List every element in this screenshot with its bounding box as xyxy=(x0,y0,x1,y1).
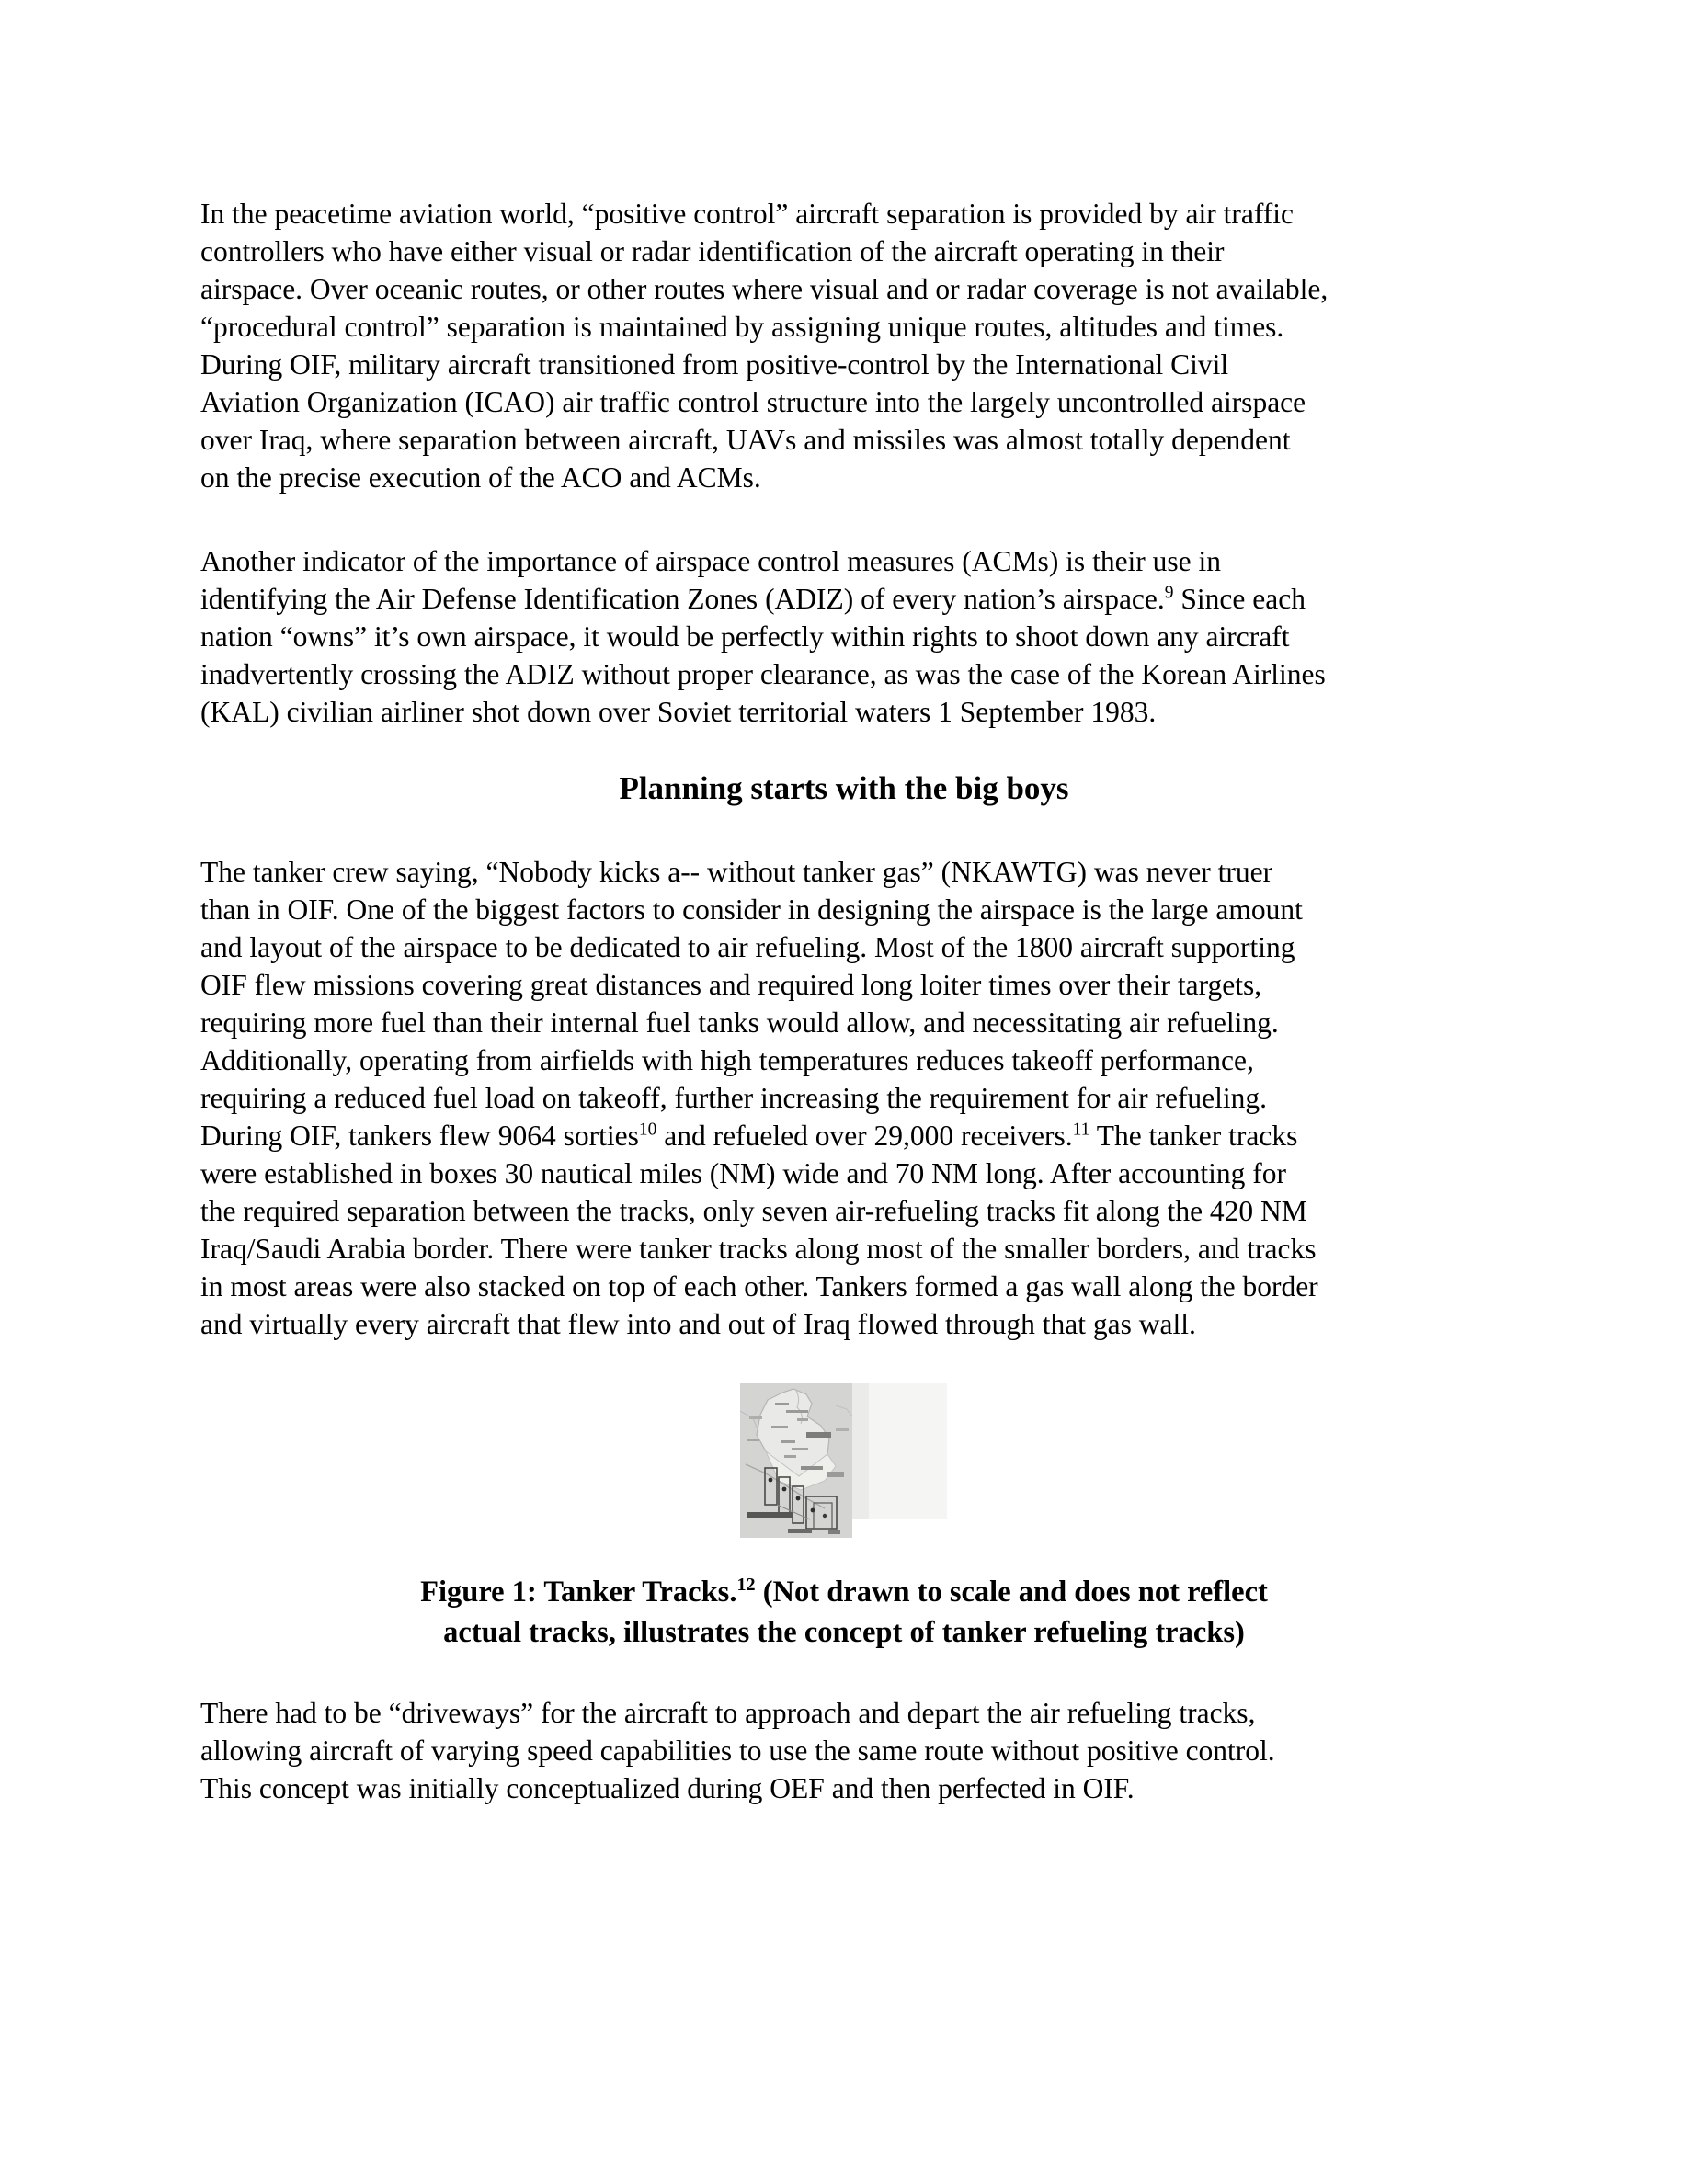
text-line: (KAL) civilian airliner shot down over Soviet territorial waters 1 September 1983. xyxy=(200,696,1157,728)
text-line: Figure 1: Tanker Tracks.$^{12}$ (Not drawn to scale and does not reflect xyxy=(420,1575,1268,1609)
figure-1-container xyxy=(740,1383,947,1538)
text-line: actual tracks, illustrates the concept of tanker refueling tracks) xyxy=(443,1616,1245,1649)
text-line: During OIF, military aircraft transitioned from positive-control by the International Civil xyxy=(200,348,1229,381)
text-line: and layout of the airspace to be dedicated to air refueling. Most of the 1800 aircraft supporting xyxy=(200,931,1295,963)
text-line: inadvertently crossing the ADIZ without proper clearance, as was the case of the Korean Airlines xyxy=(200,658,1326,690)
text-line: controllers who have either visual or radar identification of the aircraft operating in their xyxy=(200,235,1225,267)
text-line: The tanker crew saying, “Nobody kicks a-- without tanker gas” (NKAWTG) was never truer xyxy=(200,856,1273,888)
text-line: requiring a reduced fuel load on takeoff, further increasing the requirement for air refueling. xyxy=(200,1082,1268,1114)
paragraph-positive-control xyxy=(200,195,1506,496)
text-line: In the peacetime aviation world, “positive control” aircraft separation is provided by air traffic xyxy=(200,198,1294,230)
text-line: were established in boxes 30 nautical miles (NM) wide and 70 NM long. After accounting for xyxy=(200,1157,1286,1189)
paragraph-tanker-planning xyxy=(200,853,1506,1343)
text-line: on the precise execution of the ACO and ACMs. xyxy=(200,461,761,494)
text-line: and virtually every aircraft that flew into and out of Iraq flowed through that gas wall. xyxy=(200,1308,1196,1340)
paragraph-acm-adiz xyxy=(200,542,1506,731)
paragraph-driveways xyxy=(200,1694,1506,1807)
figure-caption xyxy=(200,1572,1488,1653)
tanker-tracks-map-image xyxy=(740,1383,947,1538)
text-line: There had to be “driveways” for the aircraft to approach and depart the air refueling tracks, xyxy=(200,1697,1256,1729)
text-line: than in OIF. One of the biggest factors to consider in designing the airspace is the large amount xyxy=(200,893,1303,926)
text-line: Another indicator of the importance of airspace control measures (ACMs) is their use in xyxy=(200,545,1222,577)
text-line: Aviation Organization (ICAO) air traffic control structure into the largely uncontrolled airspace xyxy=(200,386,1306,418)
text-line: OIF flew missions covering great distances and required long loiter times over their targets, xyxy=(200,969,1262,1001)
text-line: allowing aircraft of varying speed capabilities to use the same route without positive control. xyxy=(200,1735,1275,1767)
text-line: nation “owns” it’s own airspace, it would be perfectly within rights to shoot down any aircraft xyxy=(200,620,1290,653)
text-line: over Iraq, where separation between aircraft, UAVs and missiles was almost totally dependent xyxy=(200,424,1291,456)
text-line: airspace. Over oceanic routes, or other routes where visual and or radar coverage is not available, xyxy=(200,273,1329,305)
text-line: in most areas were also stacked on top of each other. Tankers formed a gas wall along the border xyxy=(200,1270,1318,1302)
text-line: Iraq/Saudi Arabia border. There were tanker tracks along most of the smaller borders, and tracks xyxy=(200,1233,1317,1265)
text-line: the required separation between the tracks, only seven air-refueling tracks fit along the 420 NM xyxy=(200,1195,1307,1227)
text-line: “procedural control” separation is maintained by assigning unique routes, altitudes and times. xyxy=(200,311,1284,343)
text-line: During OIF, tankers flew 9064 sorties$^{10}$ and refueled over 29,000 receivers.$^{11}$ The tanker tracks xyxy=(200,1120,1298,1152)
section-heading: Planning starts with the big boys xyxy=(619,770,1069,806)
text-line: This concept was initially conceptualized during OEF and then perfected in OIF. xyxy=(200,1772,1135,1804)
text-line: identifying the Air Defense Identification Zones (ADIZ) of every nation’s airspace.$^9$ Since each xyxy=(200,583,1306,615)
text-line: Additionally, operating from airfields with high temperatures reduces takeoff performance, xyxy=(200,1044,1254,1076)
text-line: requiring more fuel than their internal fuel tanks would allow, and necessitating air refueling. xyxy=(200,1007,1279,1039)
